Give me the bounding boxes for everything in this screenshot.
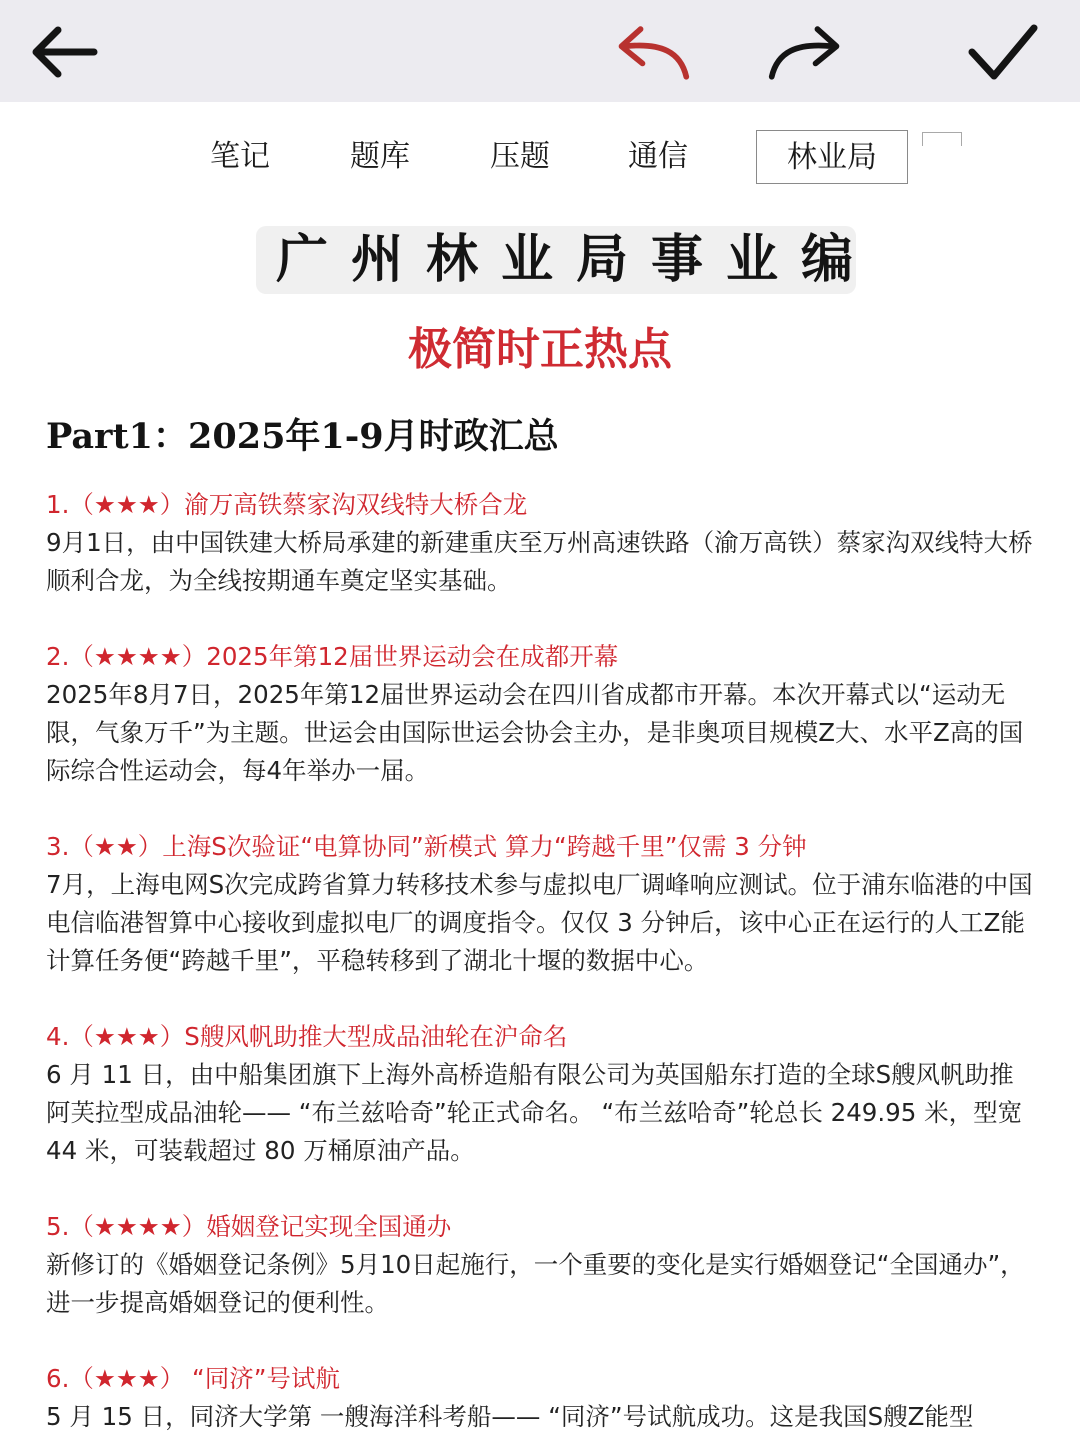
- news-item-title: 2.（★★★★）2025年第12届世界运动会在成都开幕: [46, 642, 619, 671]
- news-item-body: 9月1日，由中国铁建大桥局承建的新建重庆至万州高速铁路（渝万高铁）蔡家沟双线特大桥顺利合龙，为全线按期通车奠定坚实基础。: [46, 528, 1033, 595]
- news-item-title: 5.（★★★★）婚姻登记实现全国通办: [46, 1212, 452, 1241]
- undo-icon: [612, 20, 692, 84]
- news-item: [46, 828, 1036, 980]
- undo-button[interactable]: [612, 14, 692, 90]
- news-item: [46, 1208, 1036, 1322]
- news-item-body: 7月，上海电网S次完成跨省算力转移技术参与虚拟电厂调峰响应测试。位于浦东临港的中国电信临港智算中心接收到虚拟电厂的调度指令。仅仅 3 分钟后，该中心正在运行的人工Z能计算任务便“跨越千里”，平稳转移到了湖北十堰的数据中心。: [46, 870, 1033, 975]
- news-item-body: 5 月 15 日，同济大学第 一艘海洋科考船—— “同济”号试航成功。这是我国S艘Z能型: [46, 1402, 974, 1431]
- back-button[interactable]: [24, 14, 104, 90]
- redo-icon: [766, 20, 846, 84]
- news-item: [46, 1018, 1036, 1170]
- news-item: [46, 486, 1036, 600]
- news-item-body: 6 月 11 日，由中船集团旗下上海外高桥造船有限公司为英国船东打造的全球S艘风帆助推阿芙拉型成品油轮—— “布兰兹哈奇”轮正式命名。 “布兰兹哈奇”轮总长 249.95 米，型宽 44 米，可装载超过 80 万桶原油产品。: [46, 1060, 1023, 1165]
- tab-forestry-bureau[interactable]: 林业局: [756, 130, 908, 184]
- redo-button[interactable]: [766, 14, 846, 90]
- notebook-tabs: [0, 130, 1080, 186]
- news-item: [46, 638, 1036, 790]
- news-item-title: 6.（★★★） “同济”号试航: [46, 1364, 340, 1393]
- tab-predicted-questions[interactable]: 压题: [490, 139, 550, 174]
- news-item-title: 4.（★★★）S艘风帆助推大型成品油轮在沪命名: [46, 1022, 568, 1051]
- news-item-body: 新修订的《婚姻登记条例》5月10日起施行，一个重要的变化是实行婚姻登记“全国通办”，进一步提高婚姻登记的便利性。: [46, 1250, 1025, 1317]
- editor-toolbar: [0, 0, 1080, 102]
- tab-question-bank[interactable]: 题库: [350, 139, 410, 174]
- confirm-button[interactable]: [962, 14, 1042, 90]
- section-heading: Part1：2025年1-9月时政汇总: [46, 416, 559, 457]
- check-icon: [964, 20, 1040, 84]
- news-item: [46, 1360, 1036, 1436]
- tab-notes[interactable]: 笔记: [210, 139, 270, 174]
- document-subtitle: 极简时正热点: [408, 324, 672, 375]
- news-item-title: 3.（★★）上海S次验证“电算协同”新模式 算力“跨越千里”仅需 3 分钟: [46, 832, 807, 861]
- add-tab-button[interactable]: [922, 132, 962, 146]
- news-item-body: 2025年8月7日，2025年第12届世界运动会在四川省成都市开幕。本次开幕式以“运动无限，气象万千”为主题。世运会由国际世运会协会主办，是非奥项目规模Z大、水平Z高的国际综合性运动会，每4年举办一届。: [46, 680, 1024, 785]
- tab-telecom[interactable]: 通信: [628, 139, 688, 174]
- back-arrow-icon: [28, 22, 100, 82]
- document-title: 广州林业局事业编: [276, 229, 877, 290]
- news-item-title: 1.（★★★）渝万高铁蔡家沟双线特大桥合龙: [46, 490, 528, 519]
